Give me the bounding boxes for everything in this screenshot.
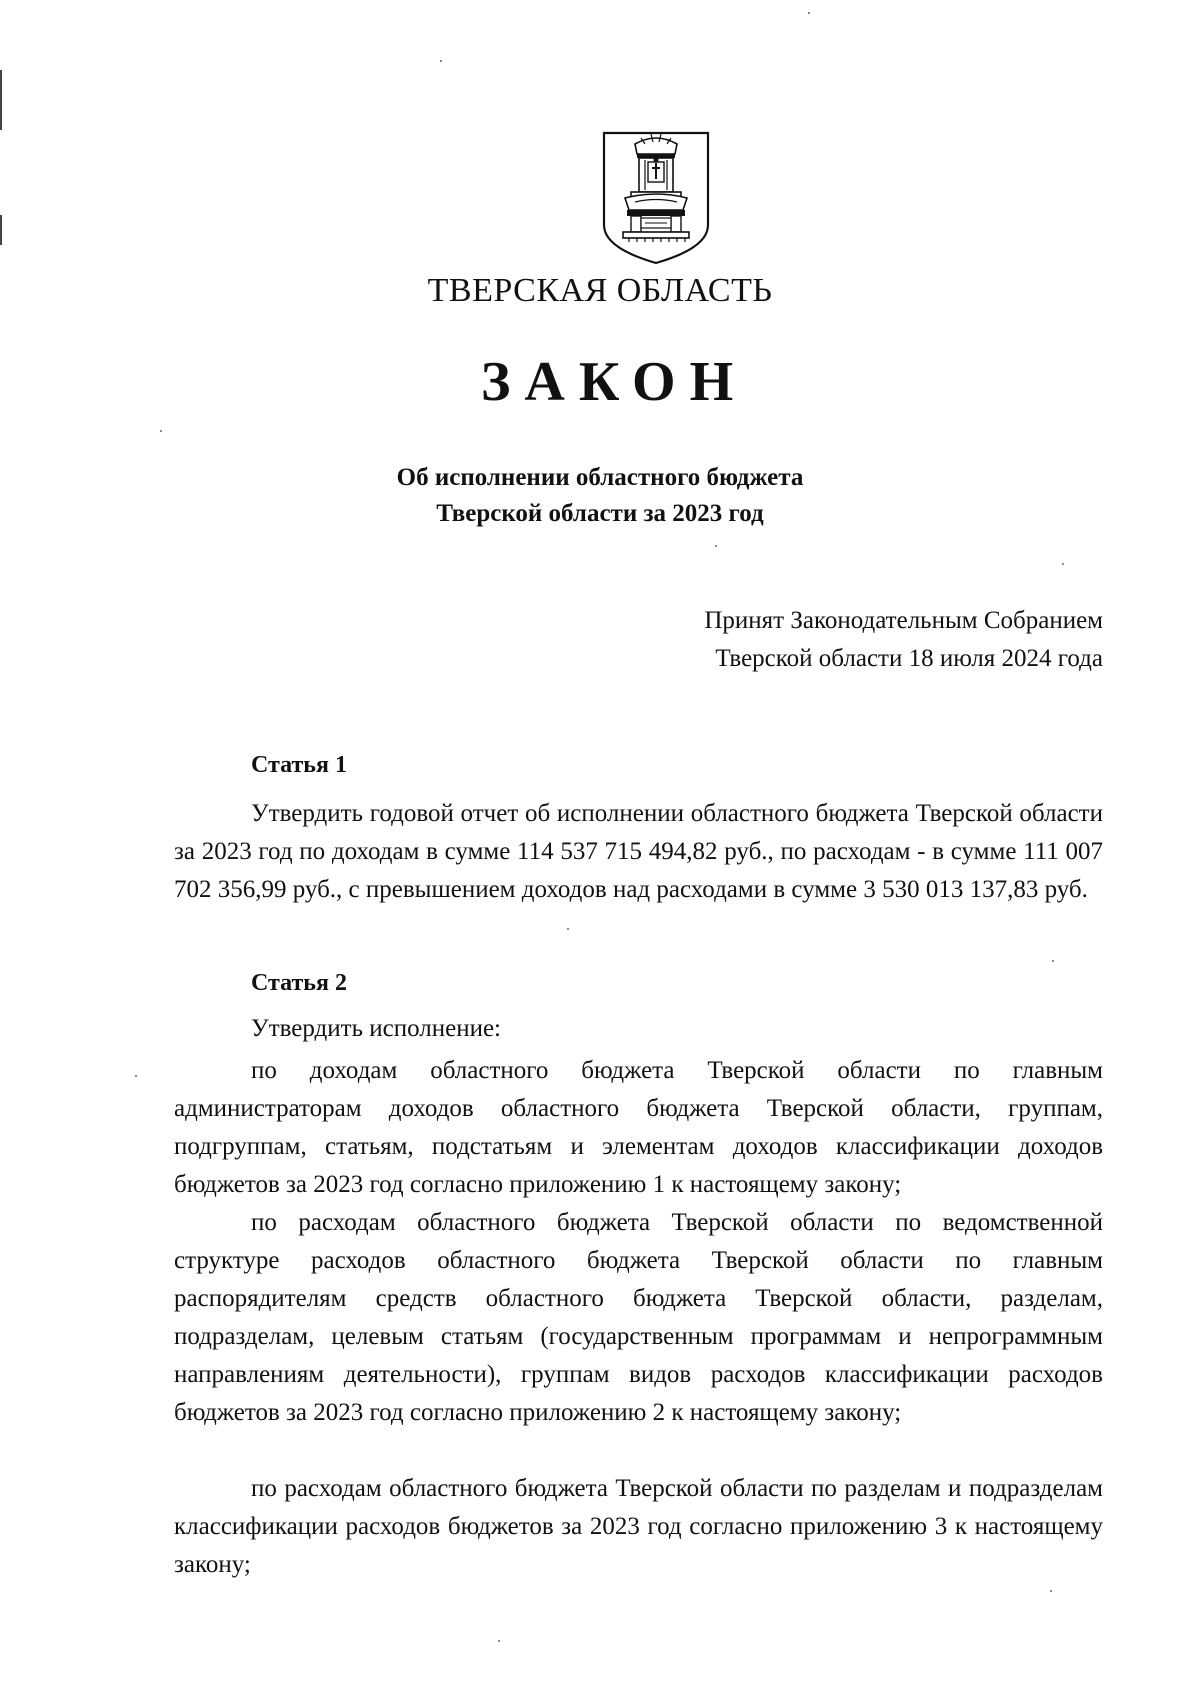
adoption-note-line: Принят Законодательным Собранием: [704, 607, 1103, 634]
scan-speck: [1062, 563, 1064, 565]
article-2-item: по расходам областного бюджета Тверской области по ведомственной структуре расходов областного бюджета Тверской области по главным распорядителям средств областного бюджета Тверской области, разделам, подразделам, целевым статьям (государственным программам и непрограммным направлениям деятельности), группам видов расходов классификации расходов бюджетов за 2023 год согласно приложению 2 к настоящему закону;: [174, 1209, 1103, 1426]
law-subject: [0, 460, 1200, 532]
adoption-note-line: Тверской области 18 июля 2024 года: [715, 645, 1103, 672]
scan-edge-mark: [0, 70, 2, 130]
scan-speck: [1052, 960, 1054, 962]
article-2-heading: Статья 2: [251, 970, 347, 996]
scan-speck: [135, 1075, 137, 1077]
article-1-heading: Статья 1: [251, 752, 347, 778]
article-1-text: Утвердить годовой отчет об исполнении областного бюджета Тверской области за 2023 год по доходам в сумме 114 537 715 494,82 руб., по расходам - в сумме 111 007 702 356,99 руб., с превышением доходов над расходами в сумме 3 530 013 137,83 руб.: [174, 800, 1103, 903]
scan-speck: [567, 928, 569, 930]
law-subject-line: Об исполнении областного бюджета: [396, 464, 804, 491]
region-name: ТВЕРСКАЯ ОБЛАСТЬ: [427, 272, 773, 309]
scan-speck: [1050, 1590, 1052, 1592]
scan-speck: [715, 545, 717, 547]
scan-speck: [160, 430, 162, 432]
scan-speck: [440, 60, 442, 62]
article-2-item: по доходам областного бюджета Тверской области по главным администраторам доходов областного бюджета Тверской области, группам, подгруппам, статьям, подстатьям и элементам доходов классификации доходов бюджетов за 2023 год согласно приложению 1 к настоящему закону;: [174, 1057, 1103, 1198]
scan-edge-mark: [0, 215, 2, 245]
document-type-title: ЗАКОН: [480, 351, 748, 413]
scan-speck: [498, 1640, 500, 1642]
tver-coat-of-arms-icon: [601, 130, 711, 266]
article-2-item: по расходам областного бюджета Тверской области по разделам и подразделам классификации расходов бюджетов за 2023 год согласно приложению 3 к настоящему закону;: [174, 1475, 1103, 1578]
adoption-note: [704, 602, 1103, 678]
article-2-intro: Утвердить исполнение:: [251, 1015, 501, 1042]
law-subject-line: Тверской области за 2023 год: [436, 500, 764, 527]
scan-speck: [808, 12, 810, 14]
